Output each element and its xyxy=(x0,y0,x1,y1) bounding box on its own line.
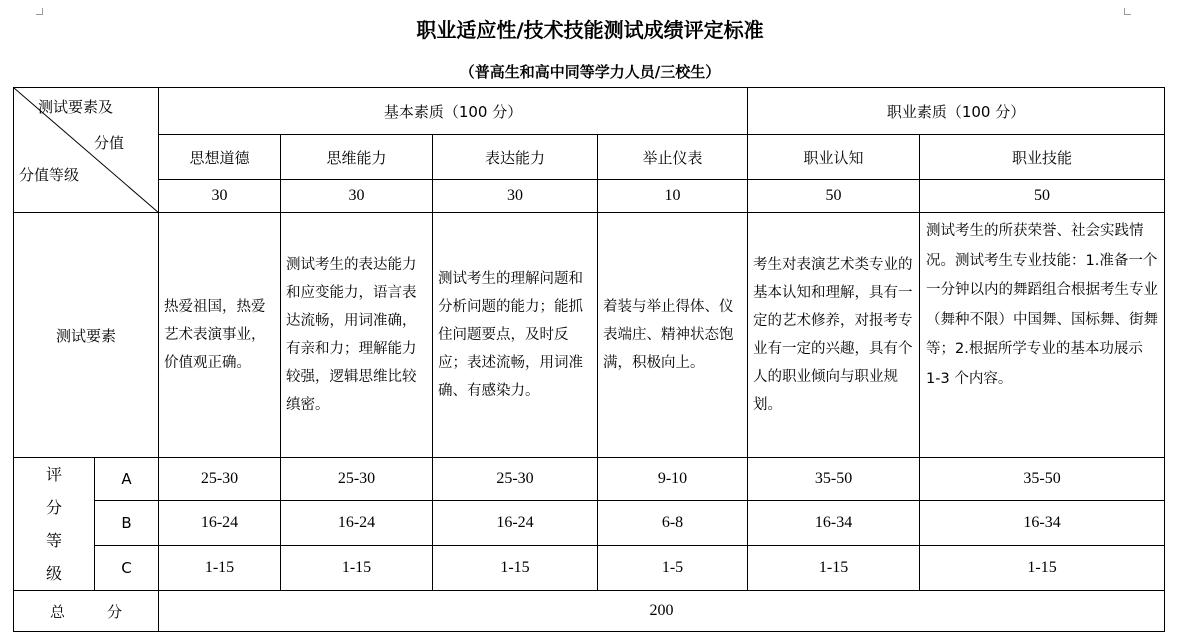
category-header: 表达能力 xyxy=(433,135,598,180)
scoring-table xyxy=(13,87,1165,632)
max-score-cell: 10 xyxy=(598,180,748,213)
grade-range-cell: 1-15 xyxy=(159,545,281,590)
element-description: 着装与举止得体、仪表端庄、精神状态饱满，积极向上。 xyxy=(598,213,748,458)
max-score-cell: 50 xyxy=(920,180,1165,213)
category-header: 举止仪表 xyxy=(598,135,748,180)
grade-level-label: C xyxy=(95,545,159,590)
grade-row-c xyxy=(14,545,1165,590)
grade-range-cell: 9-10 xyxy=(598,458,748,501)
grade-range-cell: 25-30 xyxy=(159,458,281,501)
grade-range-cell: 1-15 xyxy=(281,545,433,590)
element-description: 测试考生的理解问题和分析问题的能力；能抓住问题要点，及时反应；表述流畅，用词准确、有感染力。 xyxy=(433,213,598,458)
element-description: 测试考生的所获荣誉、社会实践情况。测试考生专业技能：1.准备一个一分钟以内的舞蹈组合根据考生专业（舞种不限）中国舞、国标舞、街舞等；2.根据所学专业的基本功展示 1-3 个内容。 xyxy=(920,213,1165,458)
category-header: 职业技能 xyxy=(920,135,1165,180)
max-score-cell: 30 xyxy=(433,180,598,213)
max-score-cell: 30 xyxy=(159,180,281,213)
header-row-categories xyxy=(14,135,1165,180)
corner-label-middle: 分值 xyxy=(94,134,125,152)
corner-label-bottom: 分值等级 xyxy=(19,166,80,184)
corner-header-cell xyxy=(14,88,159,213)
grade-level-label: B xyxy=(95,501,159,545)
grade-range-cell: 1-15 xyxy=(433,545,598,590)
category-header: 职业认知 xyxy=(748,135,920,180)
grade-range-cell: 16-24 xyxy=(159,501,281,545)
elements-row-label: 测试要素 xyxy=(14,213,159,458)
group-header-basic: 基本素质（100 分） xyxy=(159,88,748,135)
grade-range-cell: 1-5 xyxy=(598,545,748,590)
element-description: 热爱祖国，热爱艺术表演事业，价值观正确。 xyxy=(159,213,281,458)
grade-range-cell: 1-15 xyxy=(920,545,1165,590)
grading-levels-label: 评 分 等 级 xyxy=(14,458,95,591)
category-header: 思维能力 xyxy=(281,135,433,180)
group-header-professional: 职业素质（100 分） xyxy=(748,88,1165,135)
grade-range-cell: 1-15 xyxy=(748,545,920,590)
max-score-cell: 50 xyxy=(748,180,920,213)
header-row-groups xyxy=(14,88,1165,135)
grade-range-cell: 25-30 xyxy=(433,458,598,501)
element-description: 考生对表演艺术类专业的基本认知和理解，具有一定的艺术修养，对报考专业有一定的兴趣，具有个人的职业倾向与职业规划。 xyxy=(748,213,920,458)
grade-level-label: A xyxy=(95,458,159,501)
total-row xyxy=(14,591,1165,632)
page-subtitle: （普高生和高中同等学力人员/三校生） xyxy=(459,63,721,81)
elements-row xyxy=(14,213,1165,458)
score-row xyxy=(14,180,1165,213)
grade-row-a xyxy=(14,458,1165,501)
corner-label-top: 测试要素及 xyxy=(38,98,114,116)
total-score: 200 xyxy=(159,591,1165,632)
total-label: 总 分 xyxy=(14,591,159,632)
category-header: 思想道德 xyxy=(159,135,281,180)
grade-range-cell: 16-24 xyxy=(433,501,598,545)
grade-range-cell: 25-30 xyxy=(281,458,433,501)
grade-range-cell: 35-50 xyxy=(748,458,920,501)
grade-range-cell: 6-8 xyxy=(598,501,748,545)
grade-range-cell: 35-50 xyxy=(920,458,1165,501)
element-description: 测试考生的表达能力和应变能力，语言表达流畅，用词准确，有亲和力；理解能力较强，逻辑思维比较缜密。 xyxy=(281,213,433,458)
grade-row-b xyxy=(14,501,1165,545)
max-score-cell: 30 xyxy=(281,180,433,213)
grade-range-cell: 16-24 xyxy=(281,501,433,545)
page-title: 职业适应性/技术技能测试成绩评定标准 xyxy=(416,18,764,42)
grade-range-cell: 16-34 xyxy=(748,501,920,545)
grade-range-cell: 16-34 xyxy=(920,501,1165,545)
